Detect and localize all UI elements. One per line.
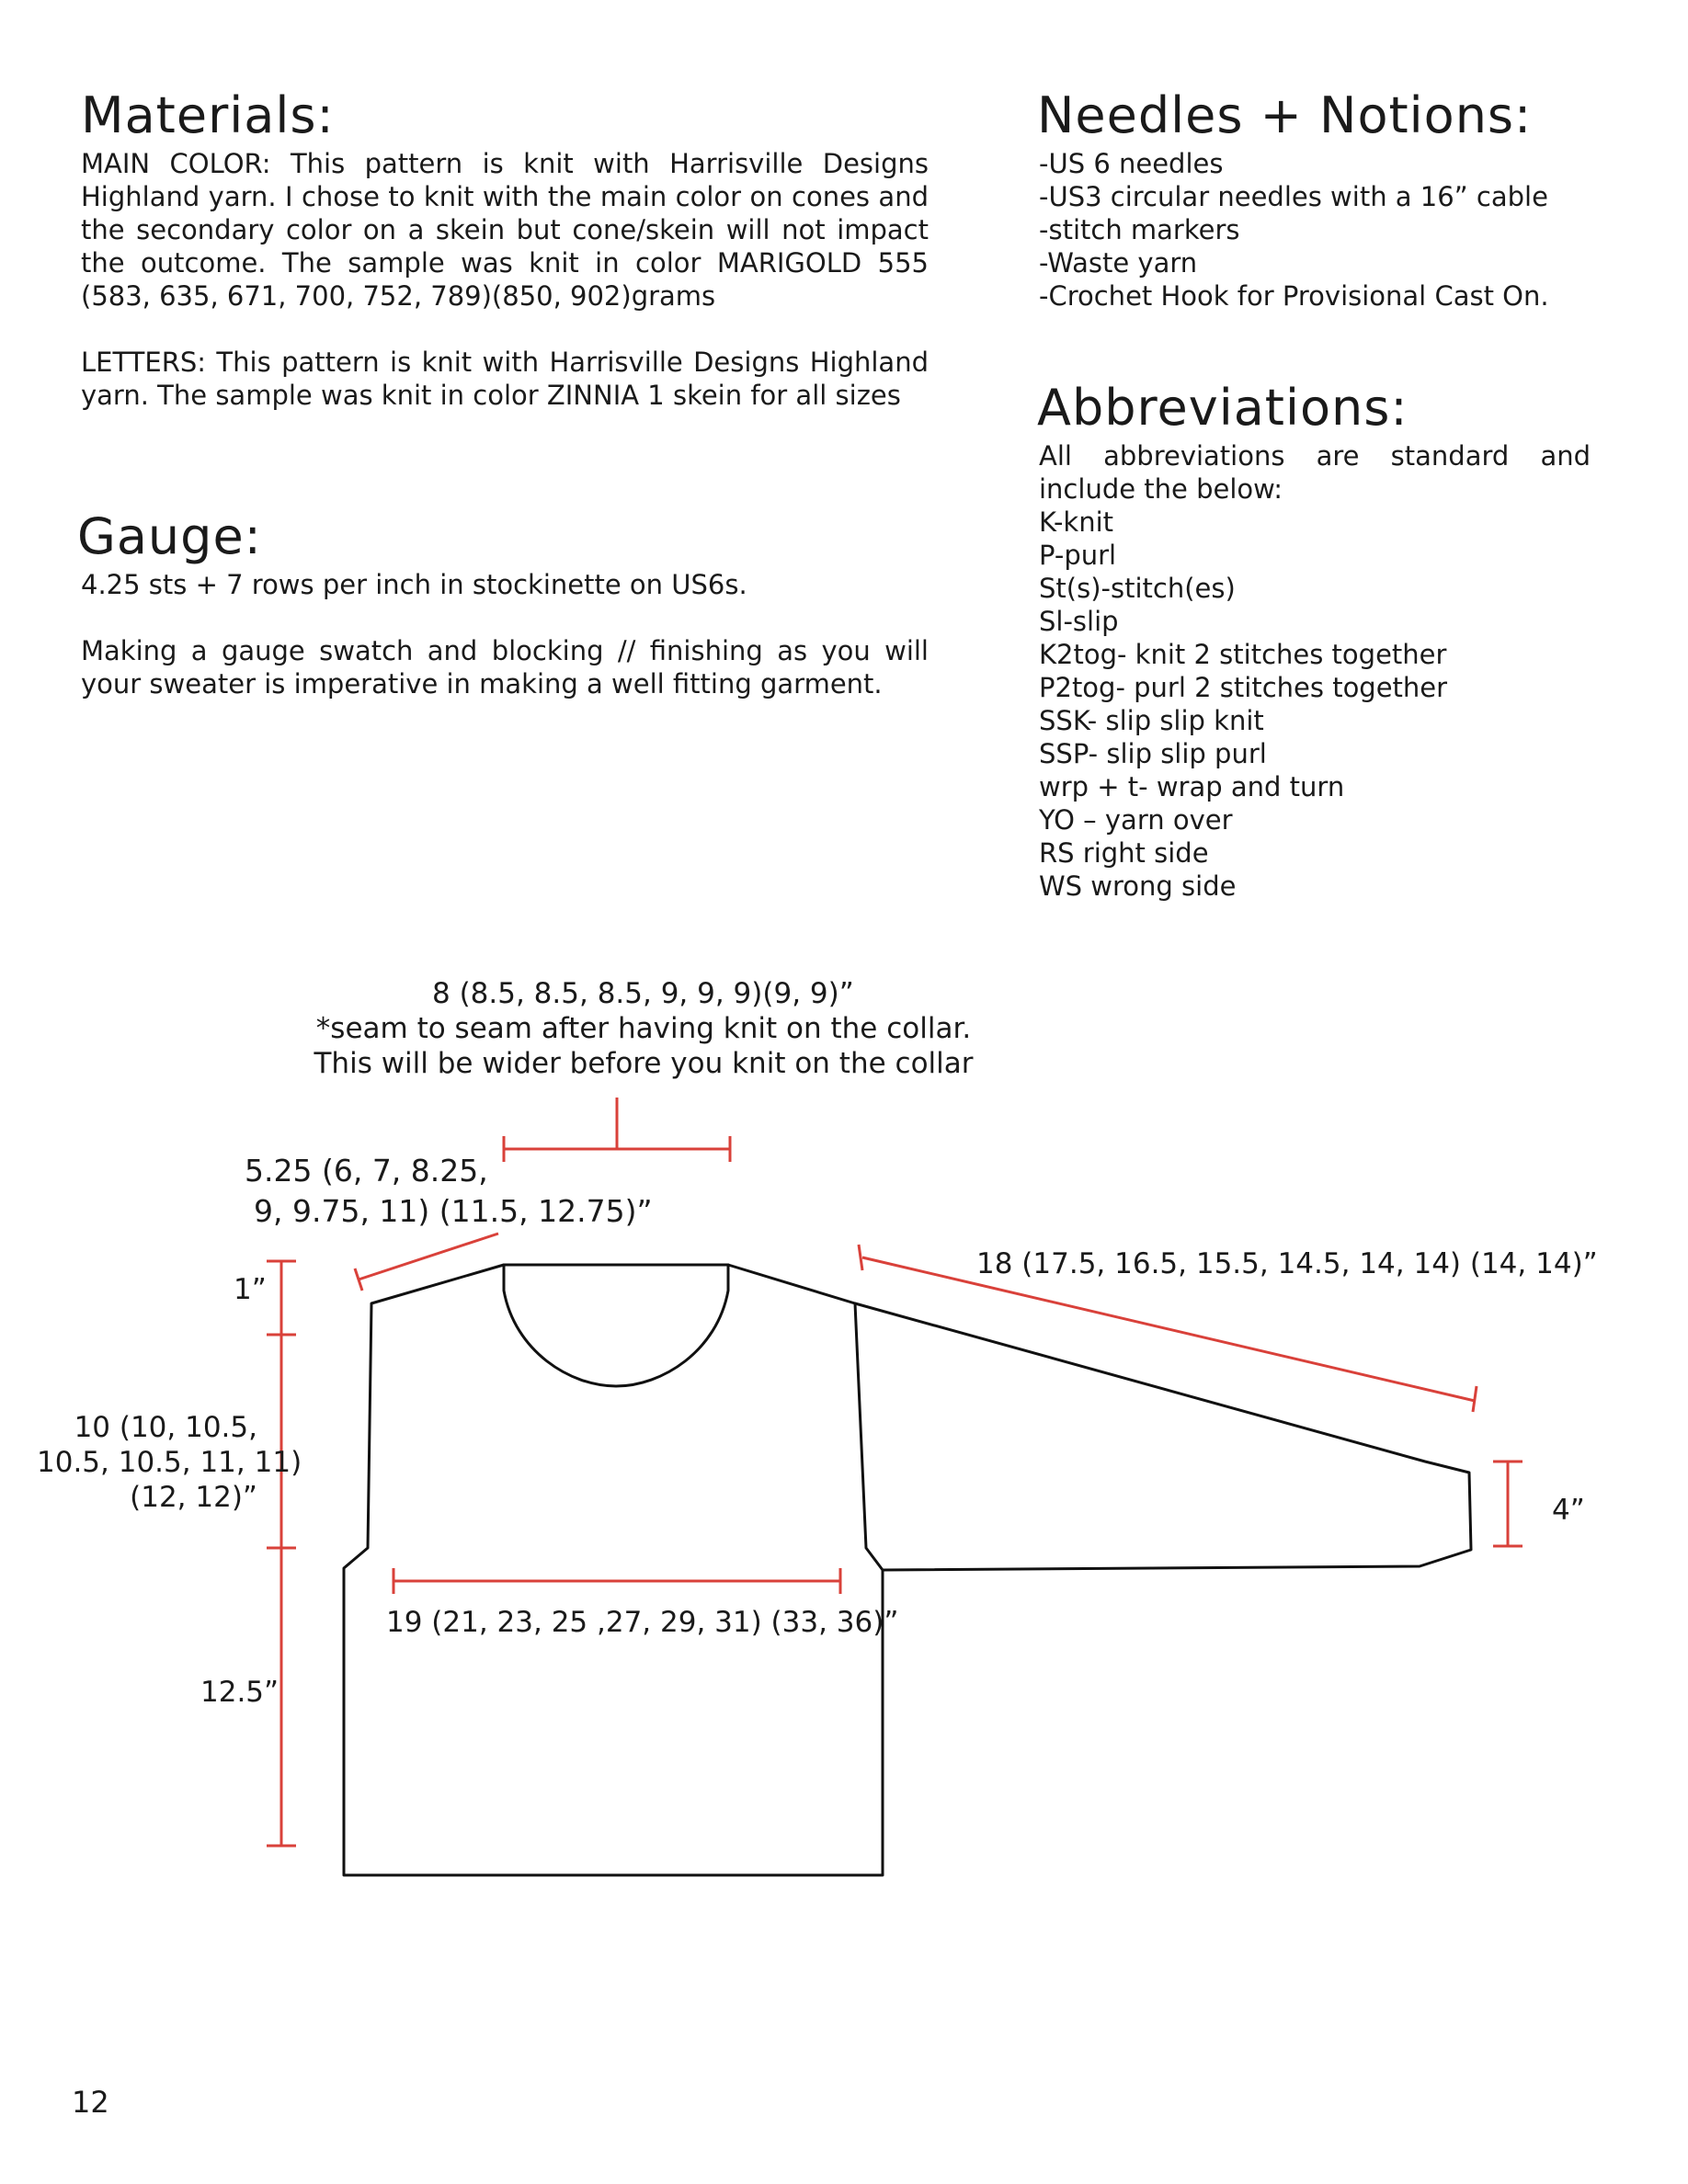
needles-item: -stitch markers [1039,214,1240,245]
needles-item: -US 6 needles [1039,148,1224,179]
abbreviation-item: wrp + t- wrap and turn [1039,771,1345,802]
armhole-line-1: 10 (10, 10.5, [74,1411,257,1444]
abbreviation-item: RS right side [1039,837,1209,869]
abbreviation-item: WS wrong side [1039,870,1237,902]
materials-heading: Materials: [81,86,335,144]
page-number: 12 [72,2085,109,2120]
body-length-label: 12.5” [200,1676,279,1709]
gauge-note: Making a gauge swatch and blocking // finishing as you will your sweater is imperative in making a well fitting garment. [81,635,929,700]
sleeve-length-tick [859,1245,862,1270]
materials-main-color: MAIN COLOR: This pattern is knit with Harrisville Designs Highland yarn. I chose to knit with the main color on cones and the secondary color on a skein but cone/skein will not impact the outcome. The sample was knit in color MARIGOLD 555 (583, 635, 671, 700, 752, 789)(850, 902)grams [81,148,929,312]
abbreviation-item: P2tog- purl 2 stitches together [1039,672,1448,703]
garment-outline [344,1265,1471,1875]
shoulder-line-2: 9, 9.75, 11) (11.5, 12.75)” [254,1193,653,1229]
abbreviation-item: St(s)-stitch(es) [1039,573,1236,604]
abbreviation-item: K2tog- knit 2 stitches together [1039,639,1447,670]
neck-width-line-1: 8 (8.5, 8.5, 8.5, 9, 9, 9)(9, 9)” [432,977,854,1010]
shoulder-line-1: 5.25 (6, 7, 8.25, [245,1153,488,1189]
neck-width-note [257,1011,1030,1081]
materials-letters: LETTERS: This pattern is knit with Harrisville Designs Highland yarn. The sample was knit in color ZINNIA 1 skein for all sizes [81,347,929,411]
abbreviation-item: Sl-slip [1039,606,1119,637]
chest-width-label: 19 (21, 23, 25 ,27, 29, 31) (33, 36)” [386,1606,899,1639]
abbreviation-item: YO – yarn over [1039,804,1233,836]
abbreviation-item: P-purl [1039,540,1117,571]
abbreviation-item: K-knit [1039,506,1114,538]
cuff-label: 4” [1552,1494,1585,1527]
needles-item: -US3 circular needles with a 16” cable [1039,181,1548,212]
shoulder-drop-label: 1” [234,1273,267,1306]
armhole-line-2: 10.5, 10.5, 11, 11) [37,1446,302,1479]
abbreviation-item: SSK- slip slip knit [1039,705,1264,736]
armhole-line-3: (12, 12)” [130,1481,257,1514]
body-outline [344,1265,883,1875]
sleeve-outline [855,1303,1471,1570]
needles-heading: Needles + Notions: [1037,86,1533,144]
armhole-depth-label [37,1410,302,1515]
shoulder-label [245,1151,653,1232]
sleeve-length-label: 18 (17.5, 16.5, 15.5, 14.5, 14, 14) (14, 14)” [976,1247,1598,1280]
sleeve-length-tick [1473,1386,1477,1412]
abbreviation-item: SSP- slip slip purl [1039,738,1267,769]
neck-width-line-2: *seam to seam after having knit on the collar. [315,1012,972,1045]
needles-item: -Waste yarn [1039,247,1198,279]
needles-item: -Crochet Hook for Provisional Cast On. [1039,280,1549,312]
gauge-text: 4.25 sts + 7 rows per inch in stockinette on US6s. [81,569,747,600]
abbreviations-heading: Abbreviations: [1037,379,1409,437]
gauge-heading: Gauge: [77,507,262,565]
abbreviations-intro: All abbreviations are standard and include the below: [1039,440,1591,505]
neckline-curve [504,1265,728,1386]
neck-width-line-3: This will be wider before you knit on the collar [314,1047,974,1080]
neck-width-label [432,976,854,1011]
